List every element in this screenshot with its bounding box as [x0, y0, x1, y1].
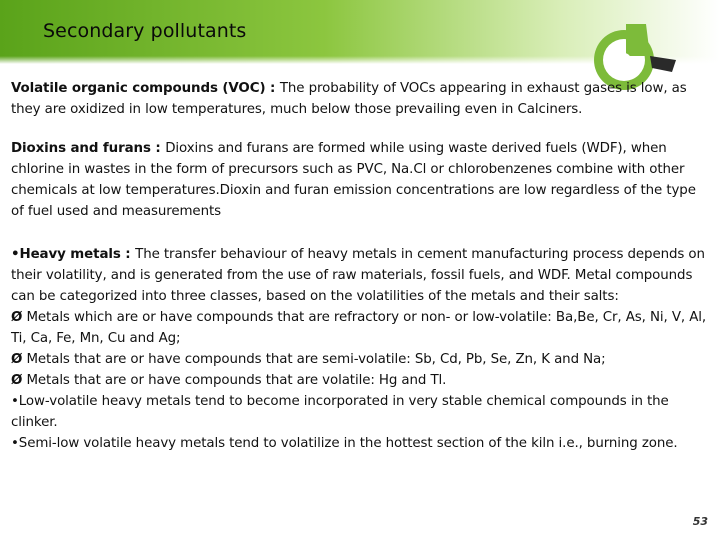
arrow-bullet-icon: Ø — [11, 373, 23, 388]
metal-class-item — [11, 349, 707, 370]
voc-paragraph — [11, 78, 707, 120]
voc-text: The probability of VOCs appearing in exhaust gases is low, as they are oxidized in low temperatures, much below those prevailing even in Calciners. — [11, 81, 687, 117]
voc-heading: Volatile organic compounds (VOC) : — [11, 81, 280, 96]
heavy-metals-heading: •Heavy metals : — [11, 247, 136, 262]
slide-title: Secondary pollutants — [43, 20, 247, 42]
bullet-item: •Low-volatile heavy metals tend to become incorporated in very stable chemical compounds in the clinker. — [11, 394, 669, 430]
dioxins-paragraph — [11, 138, 707, 222]
metal-class-text: Metals that are or have compounds that are volatile: Hg and Tl. — [26, 373, 447, 388]
metal-class-text: Metals that are or have compounds that are semi-volatile: Sb, Cd, Pb, Se, Zn, K and Na; — [26, 352, 606, 367]
arrow-bullet-icon: Ø — [11, 352, 23, 367]
arrow-bullet-icon: Ø — [11, 310, 23, 325]
page-number: 53 — [692, 515, 708, 528]
dioxins-text: Dioxins and furans are formed while using waste derived fuels (WDF), when chlorine in wastes in the form of precursors such as PVC, Na.Cl or chlorobenzenes combine with other chemicals at low temperatures.Dioxin and furan emission concentrations are low regardless of the type of fuel used and measurements — [11, 141, 696, 219]
heavy-metals-text: The transfer behaviour of heavy metals in cement manufacturing process depends on their volatility, and is generated from the use of raw materials, fossil fuels, and WDF. Metal compounds can be categorized into three classes, based on the volatilities of the metals and their salts: — [11, 247, 705, 304]
dioxins-heading: Dioxins and furans : — [11, 141, 166, 156]
metal-class-text: Metals which are or have compounds that are refractory or non- or low-volatile: Ba,Be, Cr, As, Ni, V, Al, Ti, Ca, Fe, Mn, Cu and Ag; — [11, 310, 707, 346]
slide-body — [11, 78, 707, 454]
metal-class-item — [11, 307, 707, 349]
metal-class-item — [11, 370, 707, 391]
bullet-item: •Semi-low volatile heavy metals tend to volatilize in the hottest section of the kiln i.e., burning zone. — [11, 436, 678, 451]
heavy-metals-paragraph — [11, 244, 707, 307]
